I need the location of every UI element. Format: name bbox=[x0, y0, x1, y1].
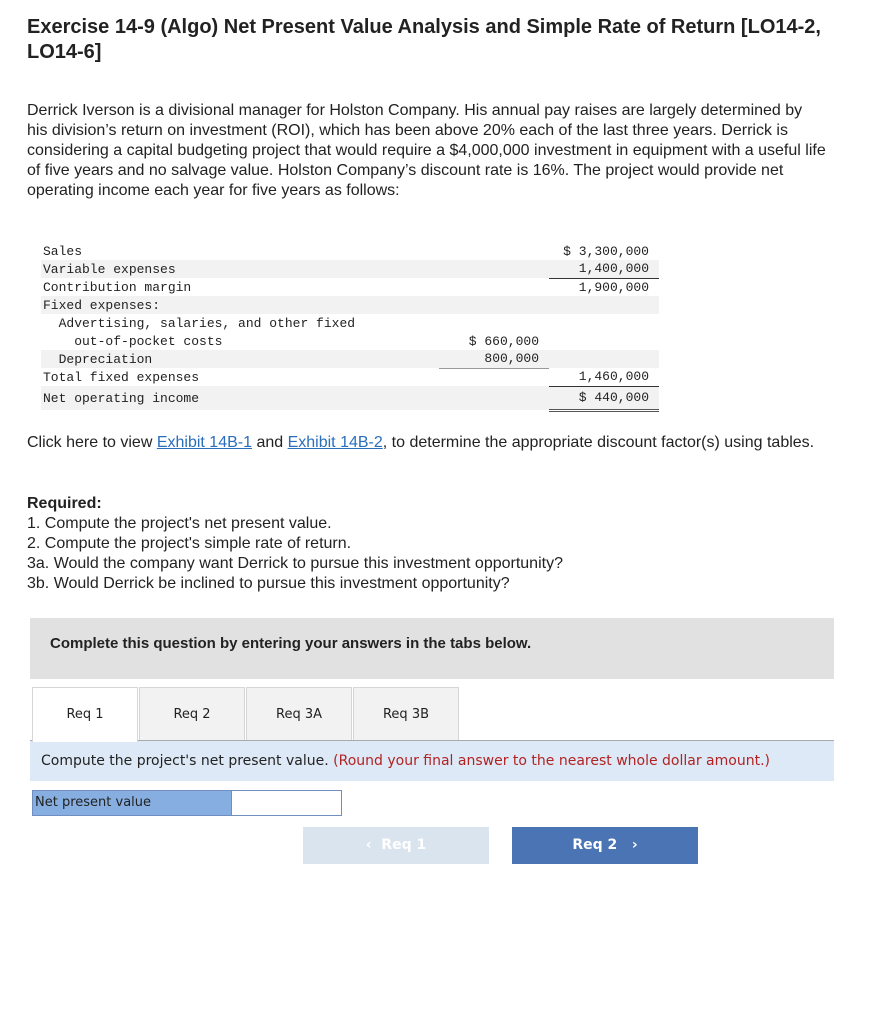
row-label: Contribution margin bbox=[43, 279, 192, 295]
tab-req-1[interactable]: Req 1 bbox=[32, 687, 138, 742]
page-title: Exercise 14-9 (Algo) Net Present Value Analysis and Simple Rate of Return [LO14-2, LO14-6] bbox=[27, 16, 821, 63]
tab-req-3b[interactable]: Req 3B bbox=[353, 687, 459, 741]
required-item: 2. Compute the project's simple rate of return. bbox=[27, 535, 352, 552]
exhibit-14b1-link[interactable]: Exhibit 14B-1 bbox=[156, 434, 252, 451]
click-pre: Click here to view bbox=[27, 434, 157, 451]
row-label: Fixed expenses: bbox=[41, 296, 439, 314]
cm-value: 1,900,000 bbox=[578, 279, 649, 295]
question-prompt bbox=[30, 740, 834, 781]
required-item: 1. Compute the project's net present value. bbox=[27, 515, 332, 532]
prompt-text: Compute the project's net present value. bbox=[41, 753, 329, 769]
chevron-left-icon: ‹ bbox=[365, 837, 382, 853]
adv-value: $ 660,000 bbox=[468, 333, 539, 349]
instructions-banner: Complete this question by entering your answers in the tabs below. bbox=[30, 618, 834, 679]
required-heading: Required: bbox=[27, 495, 102, 512]
row-label: Net operating income bbox=[41, 386, 439, 410]
noi-value: $ 440,000 bbox=[549, 386, 659, 410]
income-statement bbox=[41, 242, 659, 412]
row-label: Depreciation bbox=[41, 350, 439, 368]
exhibit-14b2-link[interactable]: Exhibit 14B-2 bbox=[287, 434, 383, 451]
row-label: Advertising, salaries, and other fixed bbox=[43, 315, 356, 331]
npv-input[interactable] bbox=[231, 790, 342, 816]
total-fixed-value: 1,460,000 bbox=[549, 368, 659, 386]
sales-value: $ 3,300,000 bbox=[563, 243, 649, 259]
tab-req-2[interactable]: Req 2 bbox=[139, 687, 245, 741]
required-section bbox=[27, 494, 563, 594]
chevron-right-icon: › bbox=[617, 837, 638, 853]
dep-value: 800,000 bbox=[439, 350, 549, 368]
click-post: , to determine the appropriate discount factor(s) using tables. bbox=[382, 434, 815, 451]
npv-label: Net present value bbox=[32, 790, 232, 816]
click-mid: and bbox=[252, 434, 288, 451]
required-item: 3b. Would Derrick be inclined to pursue this investment opportunity? bbox=[27, 575, 510, 592]
variable-value: 1,400,000 bbox=[549, 260, 659, 278]
required-item: 3a. Would the company want Derrick to pursue this investment opportunity? bbox=[27, 555, 563, 572]
next-button[interactable] bbox=[512, 827, 698, 864]
intro-text: Derrick Iverson is a divisional manager for Holston Company. His annual pay raises are largely determined by his division’s return on investment (ROI), which has been above 20% each of the last three years. Derrick is considering a capital budgeting project that would require a $4,000,000 investment in equipment with a useful life of five years and no salvage value. Holston Company’s discount rate is 16%. The project would provide net operating income each year for five years as follows: bbox=[27, 102, 826, 199]
row-label: Total fixed expenses bbox=[43, 369, 200, 385]
exhibit-text bbox=[27, 433, 827, 453]
prev-label: Req 1 bbox=[381, 837, 427, 853]
tab-req-3a[interactable]: Req 3A bbox=[246, 687, 352, 741]
prev-button[interactable] bbox=[303, 827, 489, 864]
row-label: Sales bbox=[43, 243, 83, 259]
row-label: Variable expenses bbox=[41, 260, 439, 278]
next-label: Req 2 bbox=[572, 837, 618, 853]
row-label: out-of-pocket costs bbox=[43, 333, 223, 349]
prompt-note: (Round your final answer to the nearest whole dollar amount.) bbox=[333, 753, 770, 769]
